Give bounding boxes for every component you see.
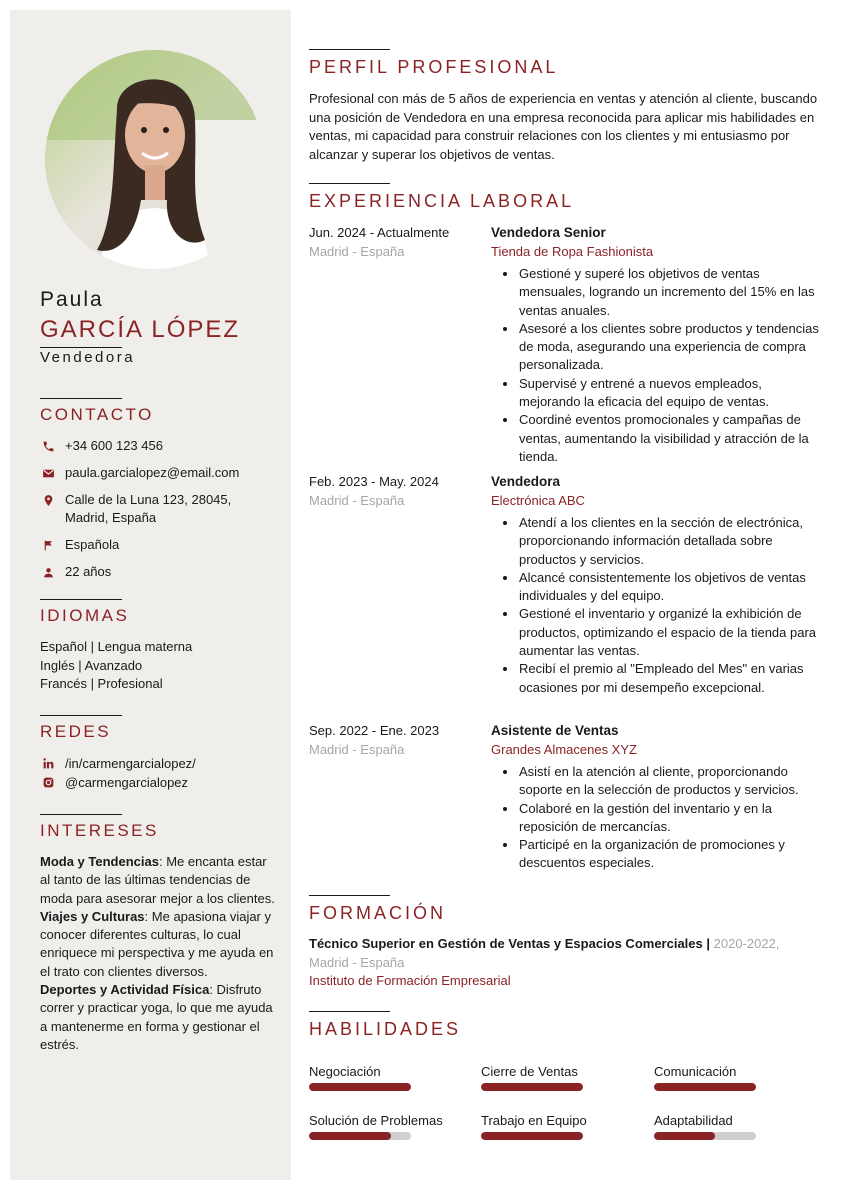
languages-heading: IDIOMAS [40,606,130,625]
skill-name: Negociación [309,1064,381,1079]
job-bullet: Gestioné el inventario y organizé la exhibición de productos, optimizando el espacio de la tienda para aumentar las ventas. [491,605,821,660]
skill-bar-track [309,1132,411,1140]
contact-email [40,464,280,482]
language-item: Inglés | Avanzado [40,657,143,673]
contact-nationality [40,536,280,554]
person-icon [40,563,56,581]
contact-section [40,398,280,590]
first-name: Paula [40,288,104,311]
skill-name: Trabajo en Equipo [481,1113,587,1128]
skill-name: Cierre de Ventas [481,1064,578,1079]
networks-section [40,715,280,792]
network-instagram [40,773,280,792]
section-divider [309,1011,390,1012]
job-bullets [491,514,821,697]
job-role: Vendedora [491,474,561,489]
interests-heading: INTERESES [40,821,159,840]
section-divider [40,814,122,815]
job-bullet: Supervisé y entrené a nuevos empleados, mejorando la eficacia del equipo de ventas. [491,375,821,412]
skill-bar-fill [654,1083,756,1091]
age: 22 años [65,564,112,579]
contact-phone [40,437,280,455]
skill-item [654,1063,814,1091]
job-bullets [491,763,821,873]
job-date: Jun. 2024 - Actualmente [309,225,450,240]
skill-bar-track [309,1083,411,1091]
contact-heading: CONTACTO [40,405,154,424]
profile-heading: PERFIL PROFESIONAL [309,57,559,77]
skill-bar-fill [309,1132,391,1140]
section-divider [40,398,122,399]
skill-bar-fill [309,1083,411,1091]
education-line [309,935,821,972]
email-address[interactable]: paula.garcialopez@email.com [65,465,240,480]
interest-label: Viajes y Culturas [40,908,145,924]
section-divider [309,49,390,50]
skill-bar-track [481,1132,583,1140]
skill-bar-track [654,1083,756,1091]
job-bullet: Gestioné y superé los objetivos de ventas mensuales, logrando un incremento del 15% en las ventas anuales. [491,265,821,320]
networks-heading: REDES [40,722,112,741]
skill-item [481,1112,641,1140]
skill-name: Solución de Problemas [309,1113,443,1128]
job-bullets [491,265,821,466]
contact-age [40,563,280,581]
skill-item [481,1063,641,1091]
portrait-illustration [45,50,264,269]
job-bullet: Asesoré a los clientes sobre productos y tendencias de moda, asegurando una experiencia de compra personalizada. [491,320,821,375]
section-divider [40,599,122,600]
job-bullet: Coordiné eventos promocionales y campañas de ventas, aumentando la visibilidad y atracción de la tienda. [491,411,821,466]
interest-label: Deportes y Actividad Física [40,982,210,998]
skill-bar-fill [481,1132,583,1140]
interest-text: : Me encanta estar al tanto de las últimas tendencias de moda para asesorar mejor a los clientes. [40,854,275,906]
language-item: Francés | Profesional [40,676,163,691]
interest-text: : Disfruto correr y practicar yoga, lo que me ayuda a mantenerme en forma y gestionar el estrés. [40,982,273,1052]
experience-heading: EXPERIENCIA LABORAL [309,191,575,211]
profile-photo [45,50,264,269]
skill-bar-fill [654,1132,715,1140]
interests-section [40,814,280,1054]
skill-bar-fill [481,1083,583,1091]
skill-item [309,1063,469,1091]
skills-heading: HABILIDADES [309,1019,462,1039]
education-heading: FORMACIÓN [309,903,446,923]
interest-item [40,853,280,908]
job-bullet: Atendí a los clientes en la sección de electrónica, proporcionando información detallada sobre productos y servicios. [491,514,821,569]
section-divider [309,895,390,896]
job-details [491,722,821,873]
linkedin-handle[interactable]: /in/carmengarcialopez/ [65,756,196,771]
network-linkedin [40,754,280,773]
interest-item [40,908,280,981]
job-location: Madrid - España [309,741,405,757]
name-divider [40,347,122,348]
job-title: Vendedora [40,349,136,366]
profile-summary: Profesional con más de 5 años de experiencia en ventas y atención al cliente, buscando una posición de Vendedora en una empresa reconocida para aplicar mis habilidades en ventas, mi capacidad para construir relaciones con los clientes y mi entusiasmo por alcanzar y superar los objetivos de ventas. [309,91,818,162]
job-company: Tienda de Ropa Fashionista [491,243,654,259]
skill-name: Adaptabilidad [654,1113,733,1128]
language-item: Español | Lengua materna [40,639,193,654]
job-bullet: Recibí el premio al "Empleado del Mes" en varias ocasiones por mi desempeño excepcional. [491,660,821,697]
job-details [491,224,821,466]
job-location: Madrid - España [309,243,405,259]
languages-section [40,599,280,694]
location-pin-icon [40,491,56,509]
skill-name: Comunicación [654,1064,737,1079]
job-bullet: Colaboré en la gestión del inventario y en la reposición de mercancías. [491,800,821,837]
instagram-icon [40,775,56,791]
skill-bar-track [654,1132,756,1140]
instagram-handle[interactable]: @carmengarcialopez [65,775,189,790]
job-company: Grandes Almacenes XYZ [491,741,637,757]
job-location: Madrid - España [309,492,405,508]
job-bullet: Alcancé consistentemente los objetivos de ventas individuales y del equipo. [491,569,821,606]
email-icon [40,464,56,482]
phone-icon [40,437,56,455]
sidebar [10,10,291,1180]
skill-item [309,1112,469,1140]
section-divider [40,715,122,716]
job-bullet: Asistí en la atención al cliente, proporcionando soporte en la selección de productos y servicios. [491,763,821,800]
education-entry [309,935,821,991]
job-bullet: Participé en la organización de promociones y descuentos especiales. [491,836,821,873]
section-divider [309,183,390,184]
job-details [491,473,821,697]
job-date: Feb. 2023 - May. 2024 [309,474,439,489]
skill-bar-track [481,1083,583,1091]
job-company: Electrónica ABC [491,492,585,508]
education-meta: 2020-2022, Madrid - España [309,936,780,970]
flag-icon [40,536,56,554]
phone-number[interactable]: +34 600 123 456 [65,438,163,453]
skill-item [654,1112,814,1140]
contact-address [40,491,280,527]
interest-text: : Me apasiona viajar y conocer diferentes culturas, lo cual enriquece mi perspectiva y me ayuda en el trato con clientes diversos. [40,908,274,979]
job-role: Asistente de Ventas [491,723,619,738]
job-role: Vendedora Senior [491,225,606,240]
interest-item [40,981,280,1054]
linkedin-icon [40,756,56,772]
education-institution: Instituto de Formación Empresarial [309,973,511,988]
interest-label: Moda y Tendencias [40,854,159,869]
last-name: GARCÍA LÓPEZ [40,316,241,343]
education-degree: Técnico Superior en Gestión de Ventas y Espacios Comerciales [309,936,703,951]
nationality: Española [65,537,120,552]
address: Calle de la Luna 123, 28045, Madrid, España [65,492,232,525]
job-date: Sep. 2022 - Ene. 2023 [309,723,440,738]
education-separator: | [702,936,714,951]
